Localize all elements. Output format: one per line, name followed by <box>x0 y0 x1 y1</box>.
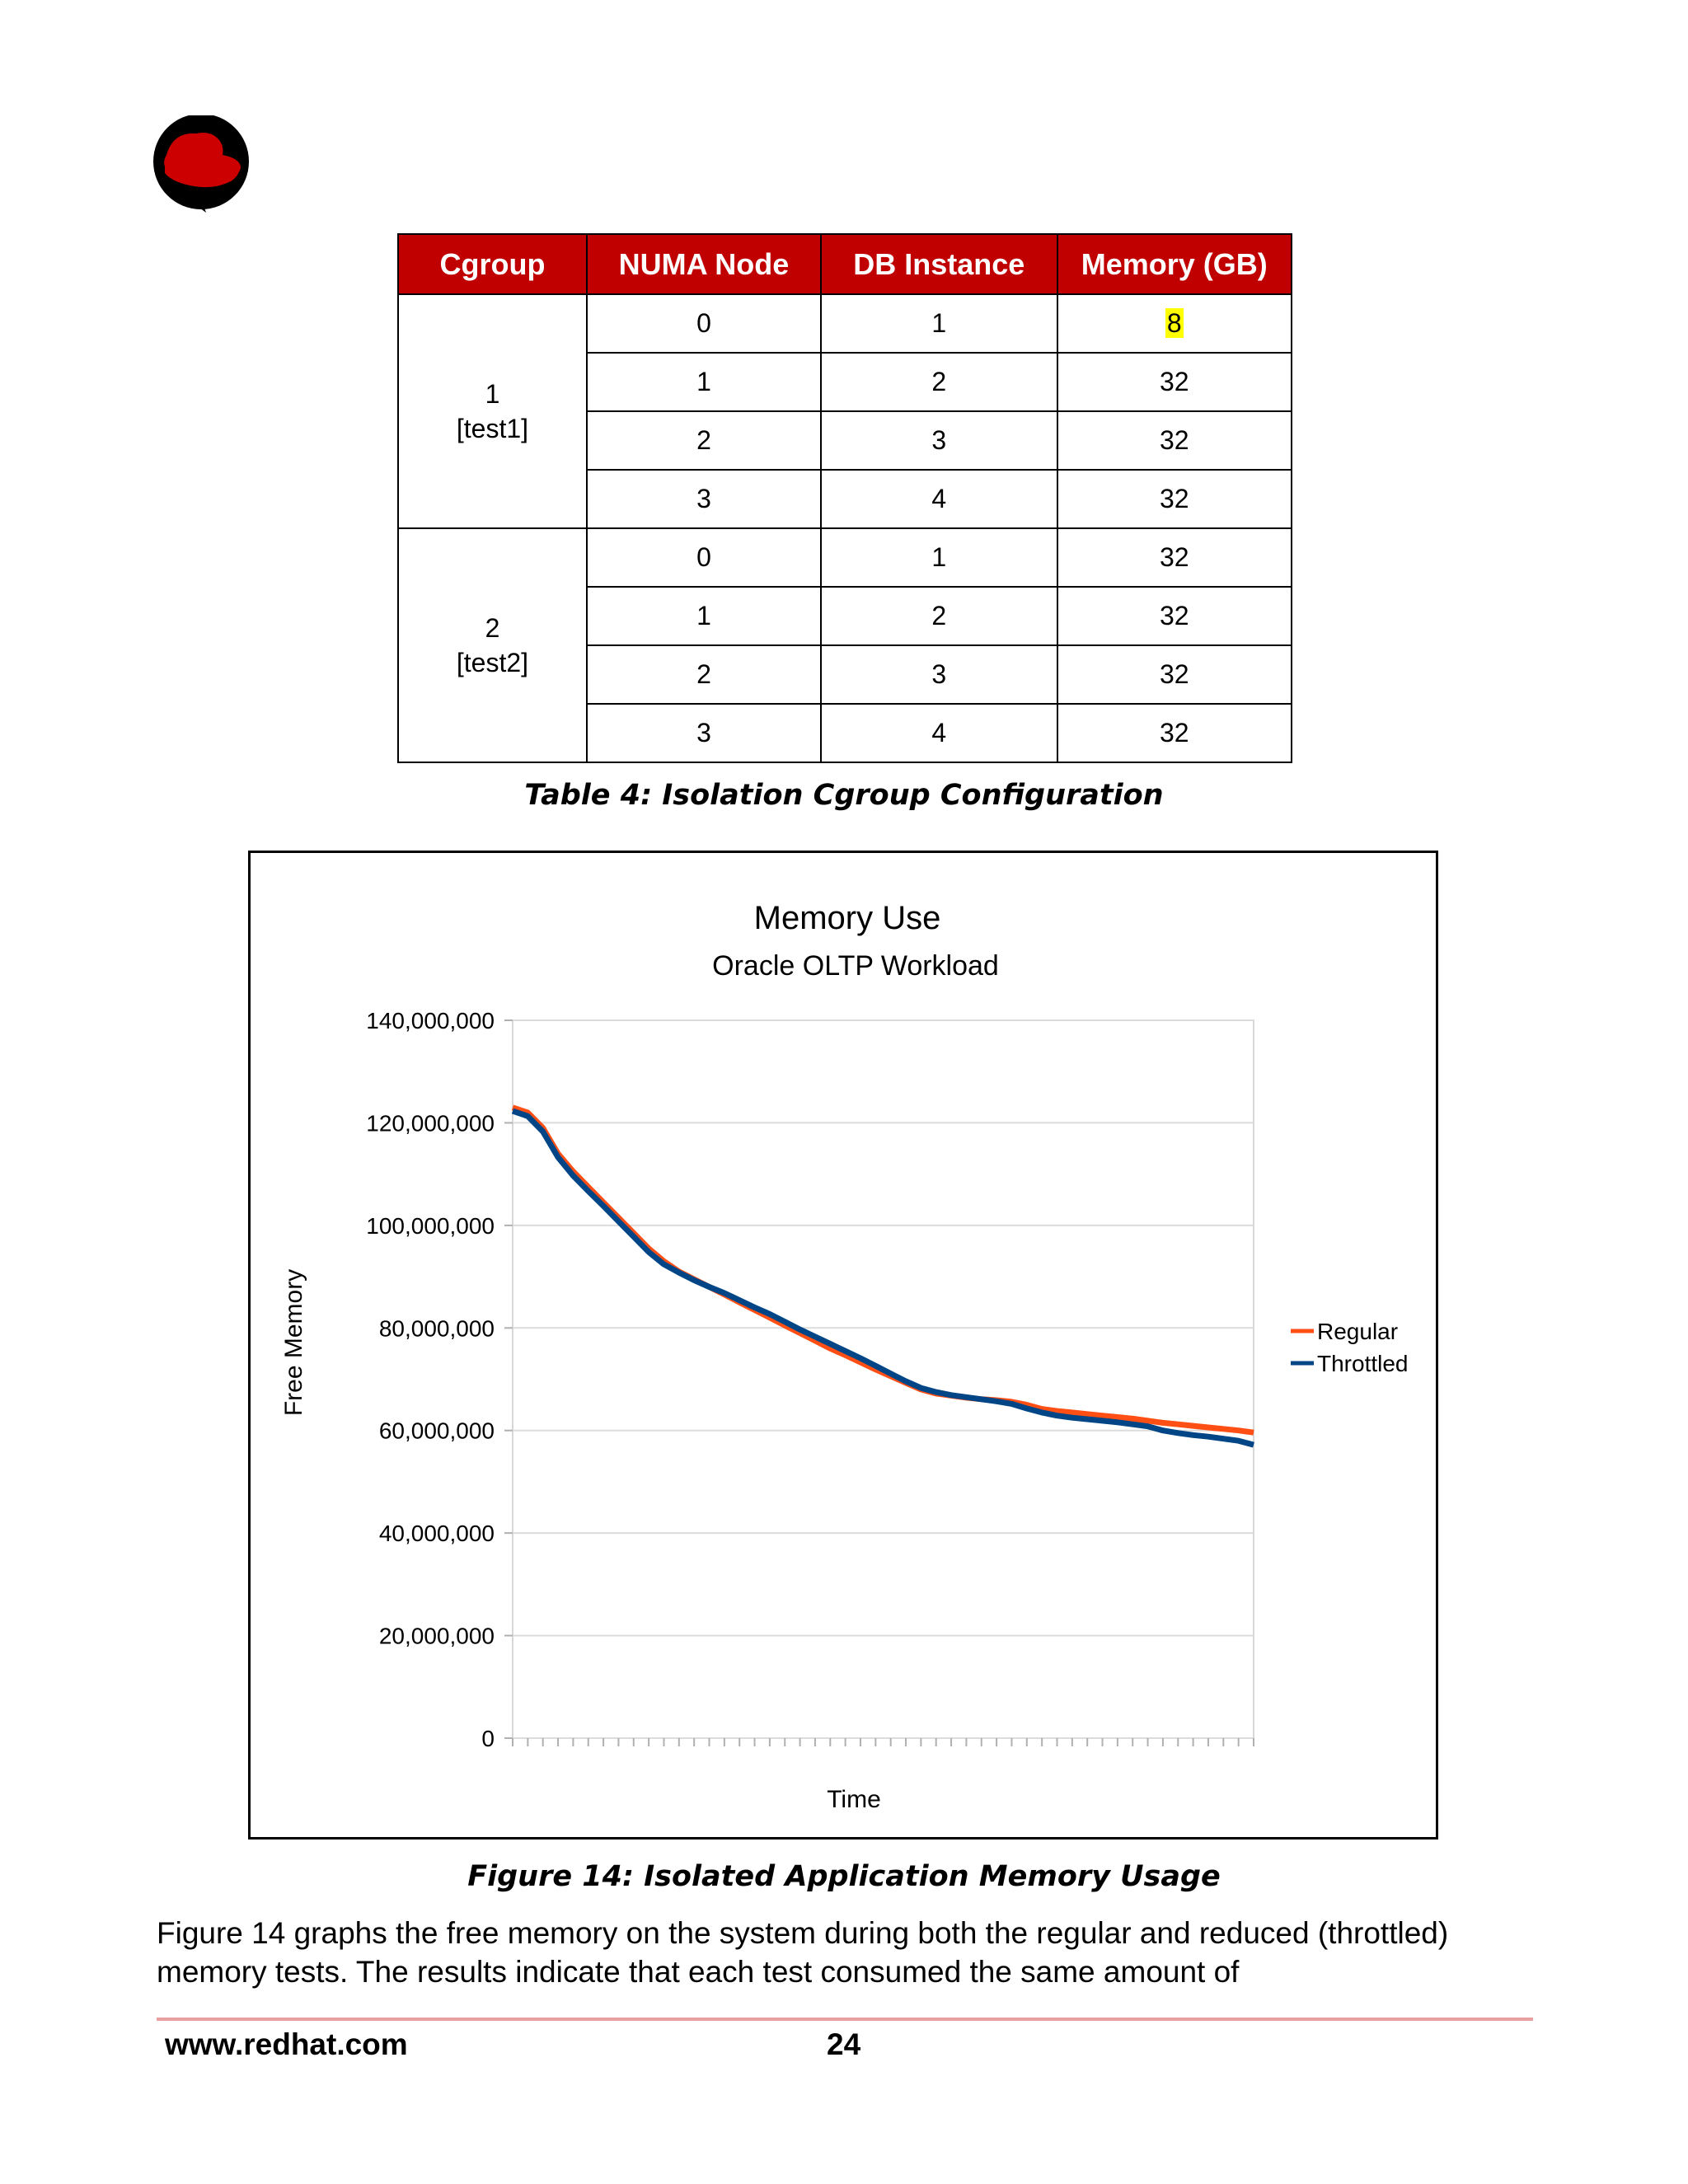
db-instance-cell: 4 <box>821 704 1057 762</box>
figure-caption: Figure 14: Isolated Application Memory Usage <box>467 1860 1221 1893</box>
numa-node-cell: 1 <box>587 353 821 411</box>
y-tick-label: 120,000,000 <box>366 1110 495 1137</box>
y-tick-label: 80,000,000 <box>378 1315 495 1342</box>
highlighted-memory-value: 8 <box>1166 308 1182 338</box>
cgroup-cell <box>398 294 587 528</box>
cgroup-config-table <box>397 233 1292 763</box>
header-memory: Memory (GB) <box>1057 234 1292 294</box>
x-axis-label: Time <box>827 1786 881 1813</box>
x-axis-ticks <box>513 1738 1254 1746</box>
series-line-regular <box>513 1108 1254 1432</box>
numa-node-cell: 1 <box>587 587 821 645</box>
header-db-instance: DB Instance <box>821 234 1057 294</box>
db-instance-cell: 2 <box>821 353 1057 411</box>
memory-cell: 32 <box>1057 528 1292 587</box>
db-instance-cell: 1 <box>821 294 1057 353</box>
db-instance-cell: 3 <box>821 645 1057 704</box>
numa-node-cell: 0 <box>587 528 821 587</box>
numa-node-cell: 2 <box>587 645 821 704</box>
cgroup-id: 2 <box>485 613 500 643</box>
numa-node-cell: 3 <box>587 470 821 528</box>
cgroup-name: [test2] <box>456 648 529 677</box>
db-instance-cell: 4 <box>821 470 1057 528</box>
table-header-row <box>398 234 1292 294</box>
redhat-shadowman-icon <box>148 115 256 214</box>
table-caption: Table 4: Isolation Cgroup Configuration <box>524 779 1164 812</box>
header-cgroup: Cgroup <box>398 234 587 294</box>
memory-cell: 32 <box>1057 645 1292 704</box>
chart-canvas <box>251 853 1436 1837</box>
chart-legend <box>1291 1319 1409 1376</box>
footer-divider <box>157 2018 1533 2021</box>
memory-cell: 32 <box>1057 353 1292 411</box>
chart-title: Memory Use <box>753 900 941 936</box>
db-instance-cell: 2 <box>821 587 1057 645</box>
table-row <box>398 294 1292 353</box>
cgroup-name: [test1] <box>456 414 529 443</box>
db-instance-cell: 3 <box>821 411 1057 470</box>
table-row <box>398 528 1292 587</box>
cgroup-id: 1 <box>485 379 500 409</box>
cgroup-cell <box>398 528 587 762</box>
numa-node-cell: 3 <box>587 704 821 762</box>
chart-subtitle: Oracle OLTP Workload <box>712 950 999 982</box>
y-tick-label: 140,000,000 <box>366 1008 495 1033</box>
memory-cell: 32 <box>1057 470 1292 528</box>
memory-cell: 32 <box>1057 704 1292 762</box>
header-numa-node: NUMA Node <box>587 234 821 294</box>
y-tick-label: 100,000,000 <box>366 1212 495 1239</box>
y-tick-label: 20,000,000 <box>378 1623 495 1649</box>
body-paragraph: Figure 14 graphs the free memory on the system during both the regular and reduced (throttled) memory tests. The results indicate that each test consumed the same amount of <box>157 1916 1449 1989</box>
chart-gridlines <box>513 1020 1254 1738</box>
plot-area <box>513 1020 1254 1738</box>
numa-node-cell: 0 <box>587 294 821 353</box>
redhat-logo <box>148 115 256 214</box>
memory-cell <box>1057 294 1292 353</box>
memory-cell: 32 <box>1057 411 1292 470</box>
y-tick-label: 60,000,000 <box>378 1418 495 1444</box>
chart-series-lines <box>513 1108 1254 1445</box>
y-tick-label: 40,000,000 <box>378 1521 495 1547</box>
y-axis-label: Free Memory <box>280 1268 307 1417</box>
series-line-throttled <box>513 1111 1254 1445</box>
numa-node-cell: 2 <box>587 411 821 470</box>
footer-url[interactable]: www.redhat.com <box>165 2027 408 2061</box>
db-instance-cell: 1 <box>821 528 1057 587</box>
memory-cell: 32 <box>1057 587 1292 645</box>
legend-label-regular: Regular <box>1317 1319 1399 1344</box>
legend-label-throttled: Throttled <box>1317 1351 1409 1376</box>
memory-use-chart <box>248 851 1438 1840</box>
y-tick-label: 0 <box>481 1726 495 1751</box>
y-axis-ticks <box>366 1008 513 1751</box>
page-number: 24 <box>827 2027 861 2061</box>
